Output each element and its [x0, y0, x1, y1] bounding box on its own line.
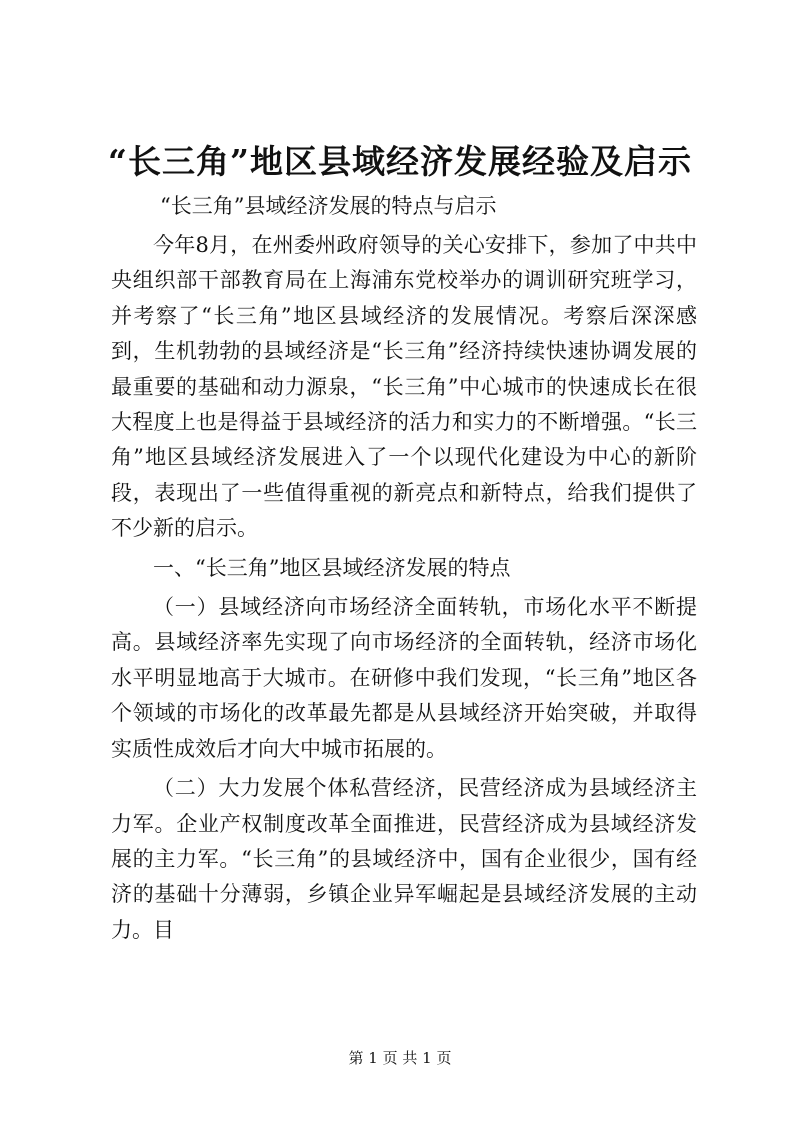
paragraph-point-2: （二）大力发展个体私营经济，民营经济成为县域经济主力军。企业产权制度改革全面推进，民营经济成为县域经济发展的主力军。“长三角”的县域经济中，国有企业很少，国有经济的基础十分薄弱，乡镇企业异军崛起是县域经济发展的主动力。目	[111, 776, 697, 942]
paragraph-point-1: （一）县域经济向市场经济全面转轨，市场化水平不断提高。县域经济率先实现了向市场经济的全面转轨，经济市场化水平明显地高于大城市。在研修中我们发现，“长三角”地区各个领域的市场化的改革最先都是从县域经济开始突破，并取得实质性成效后才向大中城市拓展的。	[111, 595, 697, 761]
document-subtitle: “长三角”县域经济发展的特点与启示	[160, 194, 497, 218]
section-heading-1: 一、“长三角”地区县域经济发展的特点	[153, 555, 511, 580]
document-title: “长三角”地区县域经济发展经验及启示	[108, 142, 692, 181]
document-body	[111, 228, 697, 948]
page-footer: 第 1 页 共 1 页	[348, 1049, 452, 1067]
paragraph-intro: 今年8月，在州委州政府领导的关心安排下，参加了中共中央组织部干部教育局在上海浦东党校举办的调训研究班学习，并考察了“长三角”地区县域经济的发展情况。考察后深深感到，生机勃勃的县域经济是“长三角”经济持续快速协调发展的最重要的基础和动力源泉，“长三角”中心城市的快速成长在很大程度上也是得益于县域经济的活力和实力的不断增强。“长三角”地区县域经济发展进入了一个以现代化建设为中心的新阶段，表现出了一些值得重视的新亮点和新特点，给我们提供了不少新的启示。	[111, 233, 697, 541]
